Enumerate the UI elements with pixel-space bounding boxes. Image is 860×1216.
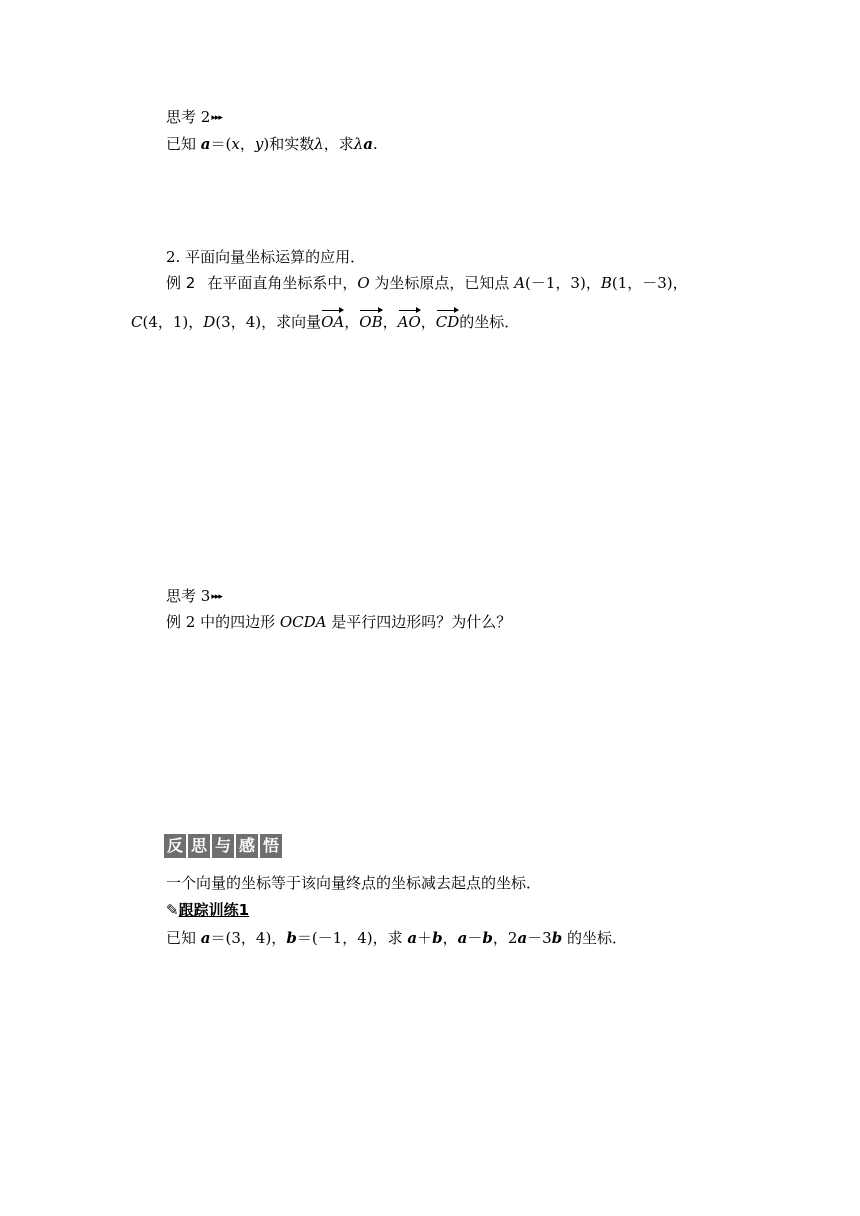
section-heading: 2. 平面向量坐标运算的应用． [166,248,366,266]
banner-char: 与 [212,834,234,858]
pencil-icon: ✎ [166,901,179,919]
reflection-text: 一个向量的坐标等于该向量终点的坐标减去起点的坐标． [166,874,542,892]
tracking-heading [166,900,249,920]
vector-AO: AO [397,313,421,331]
banner-char: 悟 [260,834,282,858]
tracking-question: 已知 a＝(3，4)，b＝(－1，4)，求 a＋b，a－b，2a－3b 的坐标． [166,929,627,947]
banner-char: 感 [236,834,258,858]
tracking-title: 跟踪训练1 [178,901,250,919]
think3-question: 例 2 中的四边形 OCDA 是平行四边形吗？为什么？ [166,613,512,631]
arrow-markers-icon: ▸▸▸ [211,113,222,123]
think3-title: 思考 3▸▸▸ [166,587,222,605]
vector-OA: OA [321,313,345,331]
banner-char: 思 [188,834,210,858]
think2-title: 思考 2▸▸▸ [166,108,222,126]
vector-OB: OB [359,313,383,331]
example2-line2: C(4，1)，D(3，4)，求向量OA，OB，AO，CD的坐标． [131,313,520,331]
reflection-banner [164,834,282,858]
example2-line1: 例 2 在平面直角坐标系中，O 为坐标原点，已知点 A(－1，3)，B(1，－3)， [166,274,688,292]
vector-CD: CD [435,313,460,331]
arrow-markers-icon: ▸▸▸ [211,592,222,602]
example-label: 例 2 [166,274,196,292]
banner-char: 反 [164,834,186,858]
think2-question: 已知 a＝(x，y)和实数λ，求λa. [166,135,378,153]
